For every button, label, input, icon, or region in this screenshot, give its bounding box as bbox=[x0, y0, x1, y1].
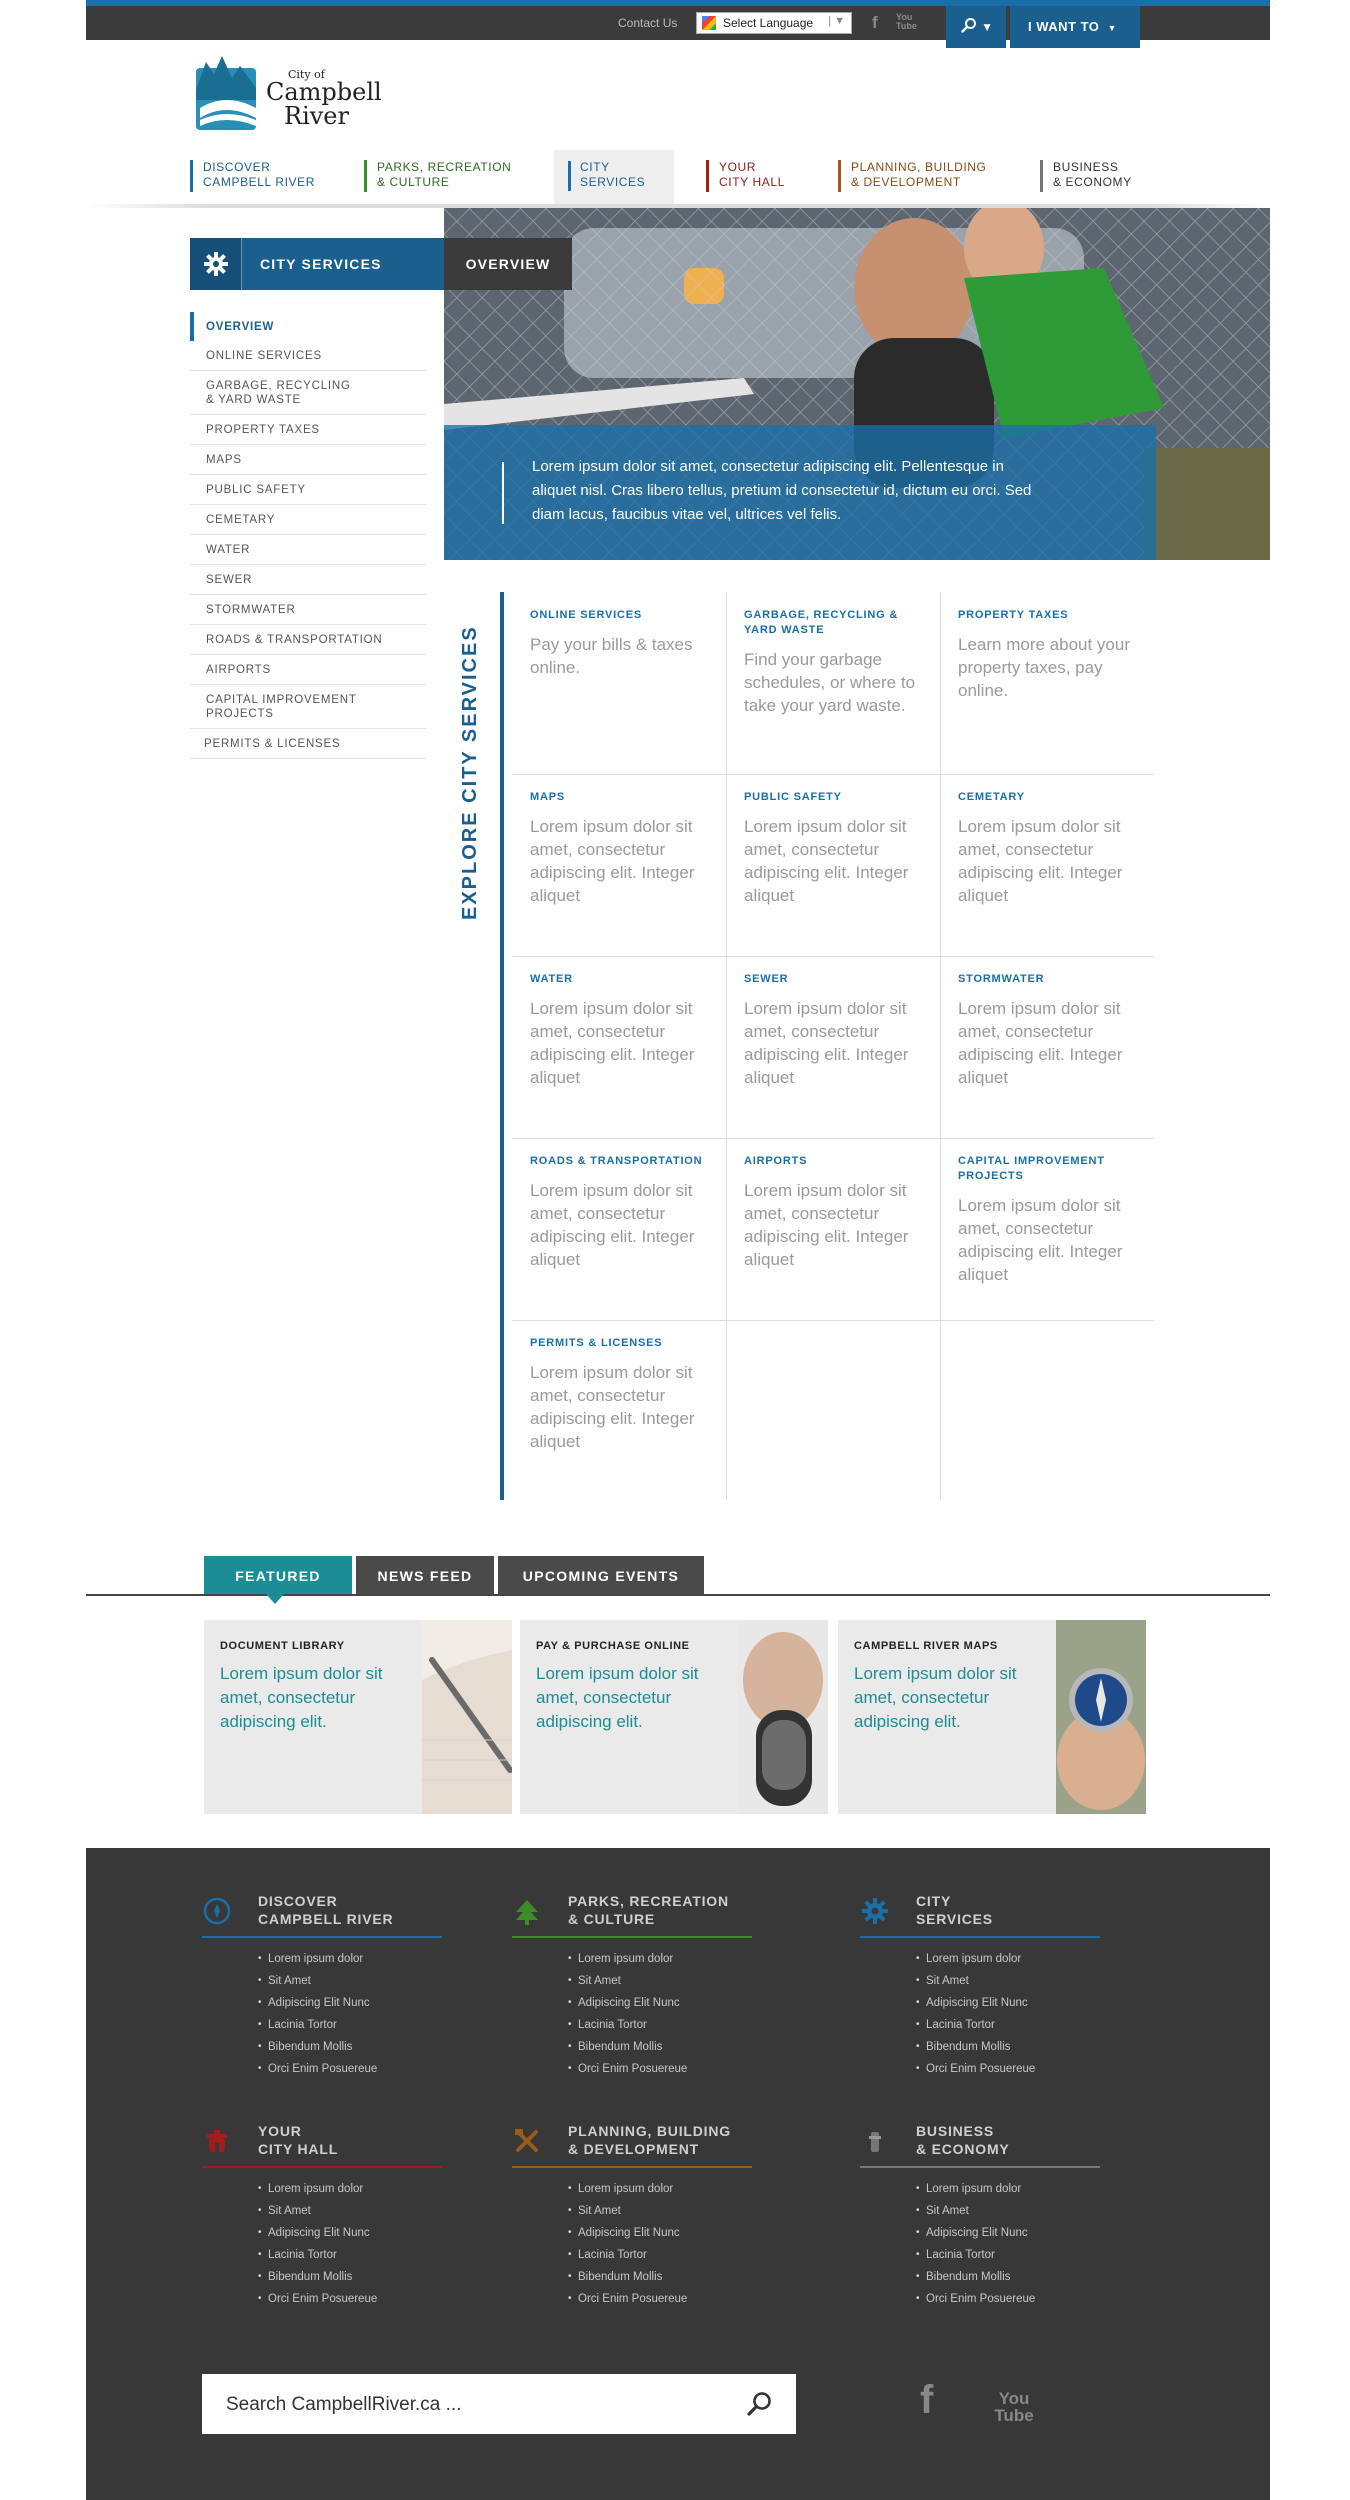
facebook-icon[interactable]: f bbox=[872, 13, 878, 32]
nav-item-label: PLANNING, BUILDING bbox=[851, 160, 987, 174]
compass-photo bbox=[1056, 1620, 1146, 1814]
footer-link[interactable]: • Orci Enim Posuereue bbox=[568, 2058, 752, 2080]
language-select[interactable] bbox=[696, 12, 852, 34]
service-tile-text: Lorem ipsum dolor sit amet, consectetur adipiscing elit. Integer aliquet bbox=[530, 1181, 695, 1269]
nav-item-label: BUSINESS bbox=[1053, 160, 1119, 174]
chevron-down-icon: ▼ bbox=[1107, 23, 1117, 33]
footer-column-heading[interactable] bbox=[202, 1892, 442, 1936]
youtube-icon[interactable]: You Tube bbox=[994, 2389, 1034, 2425]
nav-item-label: CAMPBELL RIVER bbox=[203, 175, 315, 189]
search-toggle-button[interactable] bbox=[946, 6, 1006, 48]
footer-link[interactable]: • Bibendum Mollis bbox=[568, 2036, 752, 2058]
language-select-label: Select Language bbox=[723, 16, 814, 30]
footer-heading-line: YOUR bbox=[258, 2123, 302, 2139]
explore-title: EXPLORE CITY SERVICES bbox=[459, 625, 481, 920]
section-title: CITY SERVICES bbox=[260, 256, 382, 272]
nav-item-planning[interactable] bbox=[838, 160, 987, 192]
footer-link-list bbox=[512, 1948, 752, 2080]
footer-link[interactable]: • Sit Amet bbox=[916, 1970, 1100, 1992]
footer-search-placeholder: Search CampbellRiver.ca ... bbox=[226, 2394, 462, 2415]
service-tile[interactable] bbox=[726, 956, 940, 1138]
footer-link[interactable]: • Orci Enim Posuereue bbox=[258, 2058, 442, 2080]
active-tab-pointer bbox=[266, 1594, 284, 1604]
subnav-item-stormwater[interactable]: STORMWATER bbox=[190, 595, 426, 625]
footer-link[interactable]: • Lacinia Tortor bbox=[568, 2014, 752, 2036]
subnav-item-label: & YARD WASTE bbox=[206, 394, 302, 406]
service-tile-text: Pay your bills & taxes online. bbox=[530, 635, 693, 677]
search-icon bbox=[961, 17, 977, 33]
section-subnav bbox=[190, 312, 426, 759]
service-tile-text: Lorem ipsum dolor sit amet, consectetur adipiscing elit. Integer aliquet bbox=[958, 1196, 1123, 1284]
footer-heading-line: SERVICES bbox=[916, 1911, 993, 1927]
nav-item-label: DISCOVER bbox=[203, 160, 271, 174]
service-tile[interactable] bbox=[726, 1138, 940, 1320]
subnav-item-label: CAPITAL IMPROVEMENT bbox=[206, 694, 357, 706]
footer-link[interactable]: • Orci Enim Posuereue bbox=[258, 2288, 442, 2310]
nav-item-label: YOUR bbox=[719, 160, 757, 174]
footer-column-heading[interactable] bbox=[512, 1892, 752, 1936]
footer-heading-line: DISCOVER bbox=[258, 1893, 338, 1909]
footer-link[interactable]: • Lacinia Tortor bbox=[258, 2014, 442, 2036]
nav-item-label: SERVICES bbox=[580, 175, 646, 189]
i-want-to-button[interactable] bbox=[1010, 6, 1140, 48]
footer-link[interactable]: • Sit Amet bbox=[568, 1970, 752, 1992]
i-want-to-label: I WANT TO bbox=[1028, 19, 1100, 34]
service-tile-text: Find your garbage schedules, or where to take your yard waste. bbox=[744, 650, 916, 715]
gear-icon bbox=[190, 238, 242, 290]
footer-heading-line: & DEVELOPMENT bbox=[568, 2141, 699, 2157]
nav-item-parks[interactable] bbox=[364, 160, 511, 192]
tools-icon bbox=[512, 2126, 542, 2156]
footer-column-heading[interactable] bbox=[860, 1892, 1100, 1936]
subnav-item-label: PROJECTS bbox=[206, 708, 274, 720]
footer-link[interactable]: • Lorem ipsum dolor bbox=[568, 1948, 752, 1970]
compass-icon bbox=[202, 1896, 232, 1926]
chevron-down-icon: ▼ bbox=[983, 23, 991, 33]
subnav-item-garbage[interactable] bbox=[190, 371, 426, 415]
footer-link-list bbox=[860, 1948, 1100, 2080]
service-tile[interactable] bbox=[940, 1138, 1154, 1320]
service-tile[interactable] bbox=[512, 774, 726, 956]
service-tile-title: GARBAGE, RECYCLING & YARD WASTE bbox=[744, 609, 899, 636]
footer-link-list bbox=[512, 2178, 752, 2310]
footer-link[interactable]: • Sit Amet bbox=[258, 2200, 442, 2222]
footer-link[interactable]: • Lacinia Tortor bbox=[258, 2244, 442, 2266]
nav-item-discover[interactable] bbox=[190, 160, 315, 192]
footer-column-parks bbox=[512, 1892, 752, 2080]
feature-card-text: Lorem ipsum dolor sit amet, consectetur adipiscing elit. bbox=[854, 1664, 1017, 1731]
footer-link[interactable]: • Lorem ipsum dolor bbox=[916, 2178, 1100, 2200]
overview-tab[interactable]: OVERVIEW bbox=[444, 238, 572, 290]
service-tile[interactable] bbox=[512, 1320, 726, 1502]
footer-heading-line: CITY HALL bbox=[258, 2141, 339, 2157]
footer-column-business bbox=[860, 2122, 1100, 2310]
service-tile-text: Learn more about your property taxes, pay online. bbox=[958, 635, 1130, 700]
service-tile-title: WATER bbox=[530, 973, 573, 985]
service-tile[interactable] bbox=[726, 774, 940, 956]
caption-rule bbox=[502, 462, 504, 524]
footer-column-discover bbox=[202, 1892, 442, 2080]
subnav-item-cemetary[interactable]: CEMETARY bbox=[190, 505, 426, 535]
tab-upcoming-events[interactable]: UPCOMING EVENTS bbox=[498, 1556, 704, 1594]
feature-card-text: Lorem ipsum dolor sit amet, consectetur adipiscing elit. bbox=[220, 1664, 383, 1731]
service-tile-title: CAPITAL IMPROVEMENT PROJECTS bbox=[958, 1155, 1105, 1182]
logo-campbell: Campbell bbox=[266, 78, 382, 106]
section-header bbox=[190, 238, 444, 290]
feature-card-document-library[interactable] bbox=[204, 1620, 512, 1814]
footer-column-heading[interactable] bbox=[512, 2122, 752, 2166]
footer-heading-line: & CULTURE bbox=[568, 1911, 656, 1927]
footer-column-city-hall bbox=[202, 2122, 442, 2310]
footer-heading-line: CAMPBELL RIVER bbox=[258, 1911, 394, 1927]
service-tile[interactable] bbox=[940, 592, 1154, 774]
subnav-item-public-safety[interactable]: PUBLIC SAFETY bbox=[190, 475, 426, 505]
hero-caption bbox=[444, 425, 1156, 560]
service-tile-text: Lorem ipsum dolor sit amet, consectetur adipiscing elit. Integer aliquet bbox=[744, 1181, 909, 1269]
feature-card-text: Lorem ipsum dolor sit amet, consectetur adipiscing elit. bbox=[536, 1664, 699, 1731]
logo-city-of: City of bbox=[288, 68, 325, 81]
footer-heading-line: CITY bbox=[916, 1893, 952, 1909]
subnav-item-permits[interactable]: PERMITS & LICENSES bbox=[190, 729, 426, 759]
footer-link[interactable]: • Lorem ipsum dolor bbox=[568, 2178, 752, 2200]
subnav-item-airports[interactable]: AIRPORTS bbox=[190, 655, 426, 685]
subnav-item-sewer[interactable]: SEWER bbox=[190, 565, 426, 595]
footer-link[interactable]: • Bibendum Mollis bbox=[258, 2036, 442, 2058]
footer-link[interactable]: • Lacinia Tortor bbox=[568, 2244, 752, 2266]
google-icon bbox=[702, 16, 716, 30]
service-tile-title: PUBLIC SAFETY bbox=[744, 791, 842, 803]
footer-column-city-services bbox=[860, 1892, 1100, 2080]
footer-link[interactable]: • Bibendum Mollis bbox=[568, 2266, 752, 2288]
service-tile-text: Lorem ipsum dolor sit amet, consectetur adipiscing elit. Integer aliquet bbox=[744, 999, 909, 1087]
footer-link-list bbox=[860, 2178, 1100, 2310]
service-tile-text: Lorem ipsum dolor sit amet, consectetur adipiscing elit. Integer aliquet bbox=[744, 817, 909, 905]
service-tile-text: Lorem ipsum dolor sit amet, consectetur adipiscing elit. Integer aliquet bbox=[530, 999, 695, 1087]
service-tile[interactable] bbox=[512, 1138, 726, 1320]
subnav-item-online-services[interactable]: ONLINE SERVICES bbox=[190, 341, 426, 371]
hero-caption-text: Lorem ipsum dolor sit amet, consectetur adipiscing elit. Pellentesque in aliquet nisl. Cras libero tellus, pretium id consectetur id, dictum eu orci. Sed diam lacus, faucibus vitae vel, ultrices vel felis. bbox=[532, 458, 1032, 523]
nav-item-label: CITY bbox=[580, 160, 610, 174]
footer-heading-line: BUSINESS bbox=[916, 2123, 994, 2139]
service-tile-title: CEMETARY bbox=[958, 791, 1025, 803]
footer-heading-line: PARKS, RECREATION bbox=[568, 1893, 729, 1909]
footer-search-input[interactable] bbox=[202, 2374, 796, 2434]
service-tile-text: Lorem ipsum dolor sit amet, consectetur adipiscing elit. Integer aliquet bbox=[530, 817, 695, 905]
footer-column-rule bbox=[512, 1936, 752, 1938]
tab-featured[interactable]: FEATURED bbox=[204, 1556, 352, 1594]
footer-link[interactable]: • Adipiscing Elit Nunc bbox=[258, 2222, 442, 2244]
service-tile-title: PERMITS & LICENSES bbox=[530, 1337, 663, 1349]
mouse-photo bbox=[738, 1620, 828, 1814]
footer-link[interactable]: • Orci Enim Posuereue bbox=[568, 2288, 752, 2310]
feature-card-pay-online[interactable] bbox=[520, 1620, 828, 1814]
footer-link-list bbox=[202, 1948, 442, 2080]
footer-link[interactable]: • Bibendum Mollis bbox=[258, 2266, 442, 2288]
footer-link[interactable]: • Sit Amet bbox=[258, 1970, 442, 1992]
main-nav bbox=[86, 150, 1270, 208]
logo-river: River bbox=[284, 102, 349, 130]
tree-icon bbox=[512, 1896, 542, 1926]
footer-link[interactable]: • Lacinia Tortor bbox=[916, 2244, 1100, 2266]
pen-photo bbox=[422, 1620, 512, 1814]
subnav-item-label: GARBAGE, RECYCLING bbox=[206, 380, 351, 392]
footer-link[interactable]: • Adipiscing Elit Nunc bbox=[258, 1992, 442, 2014]
footer-link[interactable]: • Sit Amet bbox=[916, 2200, 1100, 2222]
footer-link[interactable]: • Lorem ipsum dolor bbox=[258, 2178, 442, 2200]
service-tile[interactable] bbox=[940, 774, 1154, 956]
footer-column-rule bbox=[860, 2166, 1100, 2168]
logo-mark-icon bbox=[196, 52, 260, 132]
subnav-item-overview[interactable]: OVERVIEW bbox=[190, 312, 426, 341]
service-tile-title: MAPS bbox=[530, 791, 565, 803]
site-logo[interactable] bbox=[196, 52, 396, 136]
footer-link[interactable]: • Adipiscing Elit Nunc bbox=[916, 2222, 1100, 2244]
footer-link[interactable]: • Orci Enim Posuereue bbox=[916, 2058, 1100, 2080]
service-tile-title: AIRPORTS bbox=[744, 1155, 808, 1167]
building-icon bbox=[202, 2126, 232, 2156]
gear-icon bbox=[860, 1896, 890, 1926]
service-tile-text: Lorem ipsum dolor sit amet, consectetur adipiscing elit. Integer aliquet bbox=[958, 999, 1123, 1087]
service-tile[interactable] bbox=[940, 956, 1154, 1138]
tabs-rule bbox=[86, 1594, 1270, 1596]
page bbox=[86, 0, 1270, 2500]
service-tile-title: ROADS & TRANSPORTATION bbox=[530, 1155, 703, 1167]
nav-item-city-hall[interactable] bbox=[706, 160, 785, 192]
footer-link[interactable]: • Lorem ipsum dolor bbox=[258, 1948, 442, 1970]
explore-rule bbox=[500, 592, 504, 1500]
chevron-down-icon: | ▼ bbox=[828, 15, 845, 27]
search-icon[interactable] bbox=[746, 2390, 774, 2418]
footer-link[interactable]: • Orci Enim Posuereue bbox=[916, 2288, 1100, 2310]
service-tile[interactable] bbox=[512, 592, 726, 774]
subnav-item-capital[interactable] bbox=[190, 685, 426, 729]
footer-heading-line: PLANNING, BUILDING bbox=[568, 2123, 731, 2139]
footer-link[interactable]: • Adipiscing Elit Nunc bbox=[568, 1992, 752, 2014]
footer-link[interactable]: • Adipiscing Elit Nunc bbox=[568, 2222, 752, 2244]
footer-column-planning bbox=[512, 2122, 752, 2310]
subnav-item-water[interactable]: WATER bbox=[190, 535, 426, 565]
service-tile-title: SEWER bbox=[744, 973, 789, 985]
footer-column-heading[interactable] bbox=[860, 2122, 1100, 2166]
nav-item-label: & ECONOMY bbox=[1053, 175, 1132, 189]
youtube-icon[interactable]: You Tube bbox=[896, 12, 917, 31]
footer-link-list bbox=[202, 2178, 442, 2310]
service-tile[interactable] bbox=[726, 592, 940, 774]
footer-column-rule bbox=[860, 1936, 1100, 1938]
nav-item-label: CITY HALL bbox=[719, 175, 785, 189]
footer-heading-line: & ECONOMY bbox=[916, 2141, 1010, 2157]
footer-link[interactable]: • Bibendum Mollis bbox=[916, 2266, 1100, 2288]
service-tile-title: ONLINE SERVICES bbox=[530, 609, 643, 621]
nav-item-label: & DEVELOPMENT bbox=[851, 175, 961, 189]
contact-us-link[interactable]: Contact Us bbox=[618, 16, 678, 30]
service-tile[interactable] bbox=[512, 956, 726, 1138]
feature-card-title: DOCUMENT LIBRARY bbox=[220, 1640, 345, 1652]
footer-link[interactable]: • Adipiscing Elit Nunc bbox=[916, 1992, 1100, 2014]
service-tile-title: PROPERTY TAXES bbox=[958, 609, 1069, 621]
service-tile-title: STORMWATER bbox=[958, 973, 1045, 985]
footer-column-rule bbox=[202, 1936, 442, 1938]
feature-card-title: CAMPBELL RIVER MAPS bbox=[854, 1640, 998, 1652]
feature-card-maps[interactable] bbox=[838, 1620, 1146, 1814]
footer-link[interactable]: • Lacinia Tortor bbox=[916, 2014, 1100, 2036]
footer-column-rule bbox=[202, 2166, 442, 2168]
briefcase-icon bbox=[860, 2126, 890, 2156]
service-tile-text: Lorem ipsum dolor sit amet, consectetur adipiscing elit. Integer aliquet bbox=[530, 1363, 695, 1451]
footer-column-rule bbox=[512, 2166, 752, 2168]
facebook-icon[interactable]: f bbox=[920, 2378, 934, 2422]
nav-item-city-services[interactable] bbox=[554, 150, 674, 206]
nav-item-label: PARKS, RECREATION bbox=[377, 160, 512, 174]
footer-link[interactable]: • Sit Amet bbox=[568, 2200, 752, 2222]
service-tile-text: Lorem ipsum dolor sit amet, consectetur adipiscing elit. Integer aliquet bbox=[958, 817, 1123, 905]
tab-news-feed[interactable]: NEWS FEED bbox=[356, 1556, 494, 1594]
subnav-item-maps[interactable]: MAPS bbox=[190, 445, 426, 475]
nav-item-business[interactable] bbox=[1040, 160, 1132, 192]
subnav-item-roads[interactable]: ROADS & TRANSPORTATION bbox=[190, 625, 426, 655]
subnav-item-property-taxes[interactable]: PROPERTY TAXES bbox=[190, 415, 426, 445]
footer-link[interactable]: • Bibendum Mollis bbox=[916, 2036, 1100, 2058]
footer-column-heading[interactable] bbox=[202, 2122, 442, 2166]
nav-item-label: & CULTURE bbox=[377, 175, 450, 189]
footer-link[interactable]: • Lorem ipsum dolor bbox=[916, 1948, 1100, 1970]
feature-card-title: PAY & PURCHASE ONLINE bbox=[536, 1640, 690, 1652]
